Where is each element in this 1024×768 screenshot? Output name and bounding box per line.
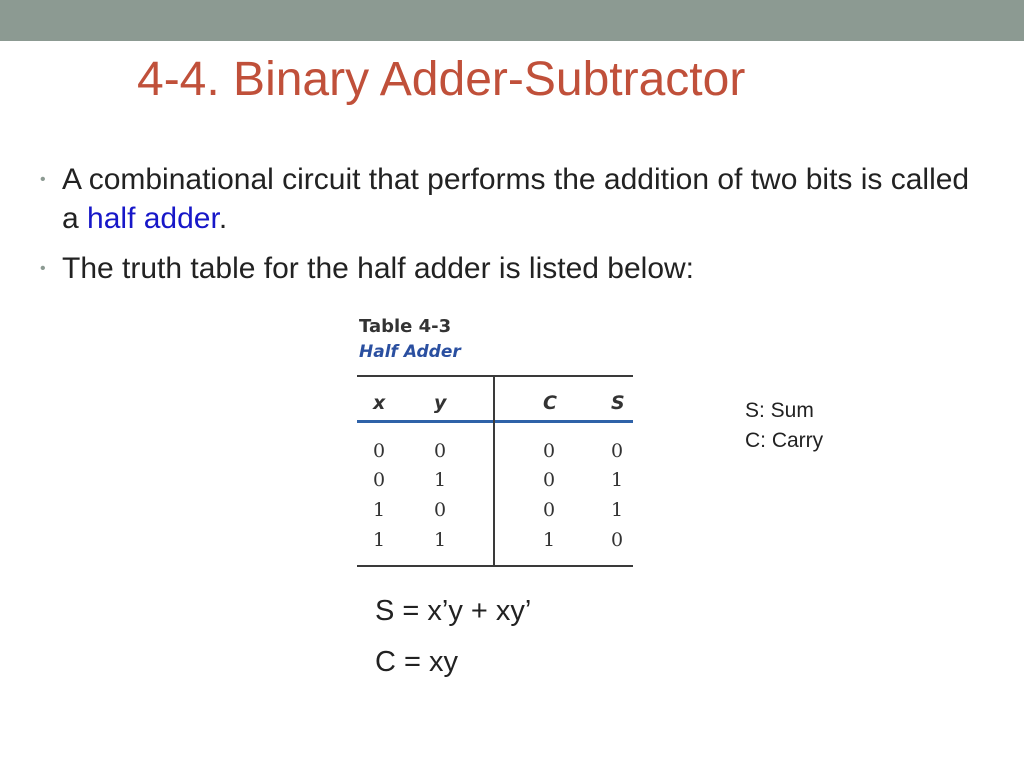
table-cell: 0 [373, 440, 386, 462]
table-cell: 0 [434, 440, 447, 462]
table-cell: 0 [611, 440, 624, 462]
legend-sum: S: Sum [745, 399, 814, 422]
bullet-text: A combinational circuit that performs the addition of two bits is called a [62, 163, 970, 235]
bullet-list [40, 160, 980, 299]
table-subcaption: Half Adder [359, 342, 461, 362]
table-cell: 0 [611, 529, 624, 551]
table-cell: 1 [611, 469, 624, 491]
table-cell: 0 [373, 469, 386, 491]
bullet-item [40, 249, 980, 288]
table-cell: 1 [373, 499, 386, 521]
table-cell: 0 [543, 499, 556, 521]
table-header-s: S [611, 392, 625, 414]
table-header-c: C [543, 392, 557, 414]
table-cell: 0 [543, 440, 556, 462]
equation-sum: S = x’y + xy’ [375, 595, 532, 627]
table-header-y: y [434, 392, 447, 414]
legend [745, 396, 823, 456]
table-cell: 0 [434, 499, 447, 521]
highlight-term: half adder [87, 202, 219, 235]
bullet-icon: • [40, 260, 46, 277]
slide-title: 4-4. Binary Adder-Subtractor [137, 53, 746, 106]
table-header-x: x [373, 392, 386, 414]
table-cell: 0 [543, 469, 556, 491]
top-bar [0, 0, 1024, 41]
bullet-text: The truth table for the half adder is listed below: [62, 252, 695, 285]
table-top-rule [357, 375, 633, 377]
table-cell: 1 [373, 529, 386, 551]
table-cell: 1 [543, 529, 556, 551]
bullet-text-end: . [218, 202, 228, 235]
table-cell: 1 [434, 529, 447, 551]
table-divider [493, 375, 495, 565]
table-header-rule [357, 420, 633, 423]
table-cell: 1 [434, 469, 447, 491]
equation-carry: C = xy [375, 646, 458, 678]
bullet-item [40, 160, 980, 238]
bullet-icon: • [40, 171, 46, 188]
truth-table [357, 312, 635, 574]
legend-carry: C: Carry [745, 429, 824, 452]
table-bottom-rule [357, 565, 633, 567]
table-cell: 1 [611, 499, 624, 521]
table-caption: Table 4-3 [359, 316, 452, 337]
